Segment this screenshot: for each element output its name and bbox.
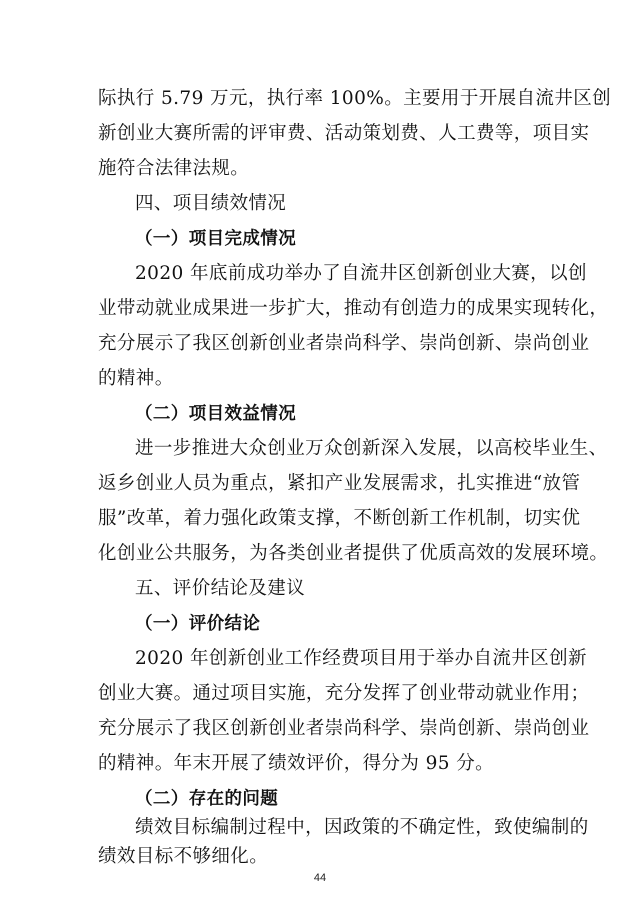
paragraph-line: 施符合法律法规。 [98,158,250,179]
subsection-heading: （二）项目效益情况 [135,404,297,424]
paragraph-line: 业带动就业成果进一步扩大，推动有创造力的成果实现转化， [98,298,609,319]
paragraph-line: 的精神。年末开展了绩效评价，得分为 95 分。 [98,753,495,774]
paragraph-line: 2020 年创新创业工作经费项目用于举办自流井区创新 [135,648,587,669]
paragraph-line: 充分展示了我区创新创业者崇尚科学、崇尚创新、崇尚创业 [98,718,590,739]
paragraph-line: 服”改革，着力强化政策支撑，不断创新工作机制，切实优 [98,508,581,529]
paragraph-line: 充分展示了我区创新创业者崇尚科学、崇尚创新、崇尚创业 [98,333,590,354]
subsection-heading: （一）项目完成情况 [135,229,297,249]
paragraph-line: 化创业公共服务，为各类创业者提供了优质高效的发展环境。 [98,543,609,564]
page-number: 44 [313,872,327,884]
paragraph-line: 进一步推进大众创业万众创新深入发展，以高校毕业生、 [135,438,608,459]
paragraph-line: 2020 年底前成功举办了自流井区创新创业大赛，以创 [135,263,587,284]
paragraph-line: 际执行 5.79 万元，执行率 100%。主要用于开展自流井区创 [98,88,612,109]
section-heading: 四、项目绩效情况 [135,193,287,214]
paragraph-line: 绩效目标编制过程中，因政策的不确定性，致使编制的 [135,817,589,838]
paragraph-line: 的精神。 [98,368,174,389]
section-heading: 五、评价结论及建议 [135,578,306,599]
subsection-heading: （一）评价结论 [135,614,261,634]
paragraph-line: 创业大赛。通过项目实施，充分发挥了创业带动就业作用； [98,683,590,704]
subsection-heading: （二）存在的问题 [135,789,279,809]
paragraph-line: 绩效目标不够细化。 [98,846,269,867]
paragraph-line: 返乡创业人员为重点，紧扣产业发展需求，扎实推进“放管 [98,473,581,494]
paragraph-line: 新创业大赛所需的评审费、活动策划费、人工费等，项目实 [98,123,590,144]
